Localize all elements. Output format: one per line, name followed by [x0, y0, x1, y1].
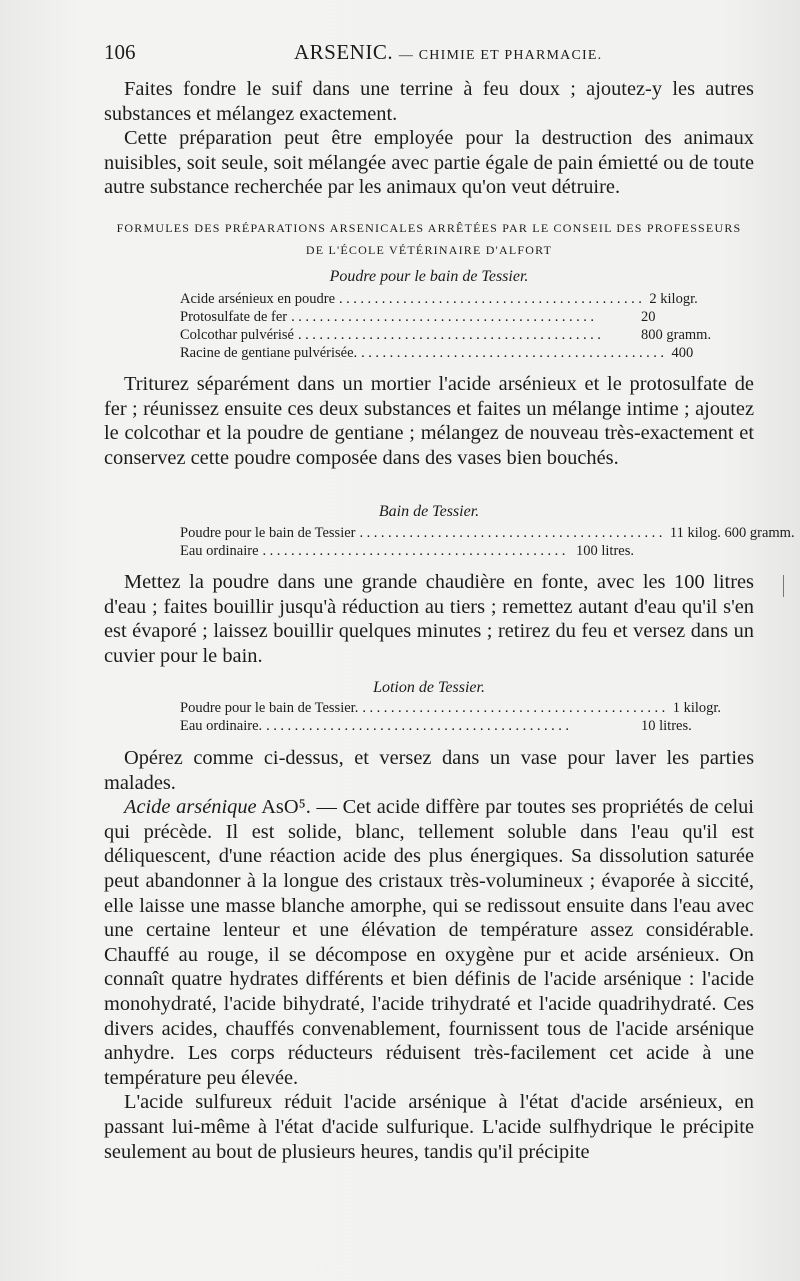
- ingredient-name: Acide arsénieux en poudre: [180, 291, 336, 307]
- recipe-title: Poudre pour le bain de Tessier.: [329, 268, 529, 285]
- leader-dots: ...........................................: [362, 700, 669, 716]
- recipe-list-2: [180, 524, 795, 560]
- recipe-list-1: [180, 290, 736, 362]
- ingredient-quantity: 20: [641, 309, 656, 325]
- leader-dots: ...........................................: [291, 309, 598, 325]
- paragraph: Mettez la poudre dans une grande chaudière en fonte, avec les 100 litres d'eau ; faites bouillir jusqu'à réduction au tiers ; remettez autant d'eau qu'il s'en est évaporé ; laissez bouillir quelques minutes ; retirez du feu et versez dans un cuvier pour le bain.: [104, 571, 754, 667]
- recipe-list-3: [180, 699, 736, 735]
- recipe-row: [180, 344, 736, 362]
- recipe-row: [180, 717, 736, 735]
- leader-dots: ...........................................: [262, 543, 569, 559]
- ingredient-name: Colcothar pulvérisé: [180, 327, 294, 343]
- ingredient-quantity: 10 litres.: [641, 718, 692, 734]
- term-italic: Acide arsénique: [124, 796, 257, 819]
- formulas-heading-line: DE L'ÉCOLE VÉTÉRINAIRE D'ALFORT: [305, 243, 553, 257]
- running-head-subtitle: — CHIMIE ET PHARMACIE.: [398, 48, 603, 63]
- running-head: [294, 40, 602, 65]
- recipe-title: Bain de Tessier.: [378, 503, 480, 520]
- paragraph: Cette préparation peut être employée pour la destruction des animaux nuisibles, soit seule, soit mélangée avec partie égale de pain émietté ou de toute autre substance recherchée par les animaux qu'on veut détruire.: [104, 127, 754, 199]
- page-header: [104, 40, 754, 70]
- recipe-title: Lotion de Tessier.: [373, 679, 485, 696]
- paragraph: L'acide sulfureux réduit l'acide arsénique à l'état d'acide arsénieux, en passant lui-même à l'état d'acide sulfurique. L'acide sulfhydrique le précipite seulement au bout de plusieurs heures, tandis qu'il précipite: [104, 1091, 754, 1163]
- formulas-heading-line: FORMULES DES PRÉPARATIONS ARSENICALES ARRÊTÉES PAR LE CONSEIL DES PROFESSEURS: [116, 221, 742, 235]
- leader-dots: ...........................................: [359, 525, 666, 541]
- paragraph: Opérez comme ci-dessus, et versez dans un vase pour laver les parties malades.: [104, 747, 754, 794]
- recipe-row: [180, 542, 736, 560]
- paragraph-body: — Cet acide diffère par toutes ses propriétés de celui qui précède. Il est solide, blanc, tellement soluble dans l'eau qu'il est déliquescent, d'une réaction acide des plus énergiques. Sa dissolution saturée peut abandonner à la longue des cristaux très-volumineux ; évaporée à siccité, elle laisse une masse blanche amorphe, qui se redissout ensuite dans l'eau avec une certaine lenteur et une élévation de température assez considérable. Chauffé au rouge, il se décompose en oxygène pur et acide arsénieux. On connaît quatre hydrates différents et bien définis de l'acide arsénique : l'acide monohydraté, l'acide bihydraté, l'acide trihydraté et l'acide quadrihydraté. Ces divers acides, chauffés convenablement, fournissent tous de l'acide arsénique anhydre. Les corps réducteurs réduisent très-facilement cet acide à une température peu élevée.: [104, 796, 754, 1089]
- paragraph-acide-arsenique: [104, 795, 754, 1090]
- ingredient-name: Protosulfate de fer: [180, 309, 288, 325]
- leader-dots: ...........................................: [339, 291, 646, 307]
- ingredient-quantity: 1 kilogr.: [672, 700, 722, 716]
- paragraph: Triturez séparément dans un mortier l'acide arsénieux et le protosulfate de fer ; réunissez ensuite ces deux substances et faites un mélange intime ; ajoutez le colcothar et la poudre de gentiane ; mélangez de nouveau très-exactement et conservez cette poudre composée dans des vases bien bouchés.: [104, 373, 754, 469]
- paragraph-group-1: [104, 77, 754, 200]
- ingredient-quantity: 400: [671, 345, 694, 361]
- recipe-row: [180, 699, 736, 717]
- leader-dots: ...........................................: [266, 718, 573, 734]
- page-number: 106: [104, 40, 136, 64]
- leader-dots: ...........................................: [361, 345, 668, 361]
- leader-dots: ...........................................: [297, 327, 605, 343]
- ingredient-quantity: 2 kilogr.: [649, 291, 698, 307]
- ingredient-name: Eau ordinaire.: [180, 718, 263, 734]
- margin-mark: [783, 575, 784, 597]
- chemical-formula: AsO⁵.: [261, 796, 311, 819]
- recipe-row: [180, 326, 736, 344]
- ingredient-quantity: 100 litres.: [576, 543, 634, 559]
- ingredient-name: Poudre pour le bain de Tessier.: [180, 700, 359, 716]
- formulas-heading: [104, 217, 754, 261]
- ingredient-name: Poudre pour le bain de Tessier: [180, 525, 356, 541]
- ingredient-name: Racine de gentiane pulvérisée.: [180, 345, 358, 361]
- paragraph: Faites fondre le suif dans une terrine à feu doux ; ajoutez-y les autres substances et mélangez exactement.: [104, 78, 754, 125]
- ingredient-name: Eau ordinaire: [180, 543, 259, 559]
- paragraph-group-2: [104, 372, 754, 470]
- running-head-title: ARSENIC.: [294, 40, 394, 64]
- ingredient-quantity: 11 kilog. 600 gramm.: [669, 525, 795, 541]
- recipe-row: [180, 290, 736, 308]
- ingredient-quantity: 800 gramm.: [641, 327, 712, 343]
- recipe-row: [180, 308, 736, 326]
- recipe-row: [180, 524, 795, 542]
- paragraph-group-3: [104, 570, 754, 668]
- paragraph-group-4: [104, 746, 754, 1164]
